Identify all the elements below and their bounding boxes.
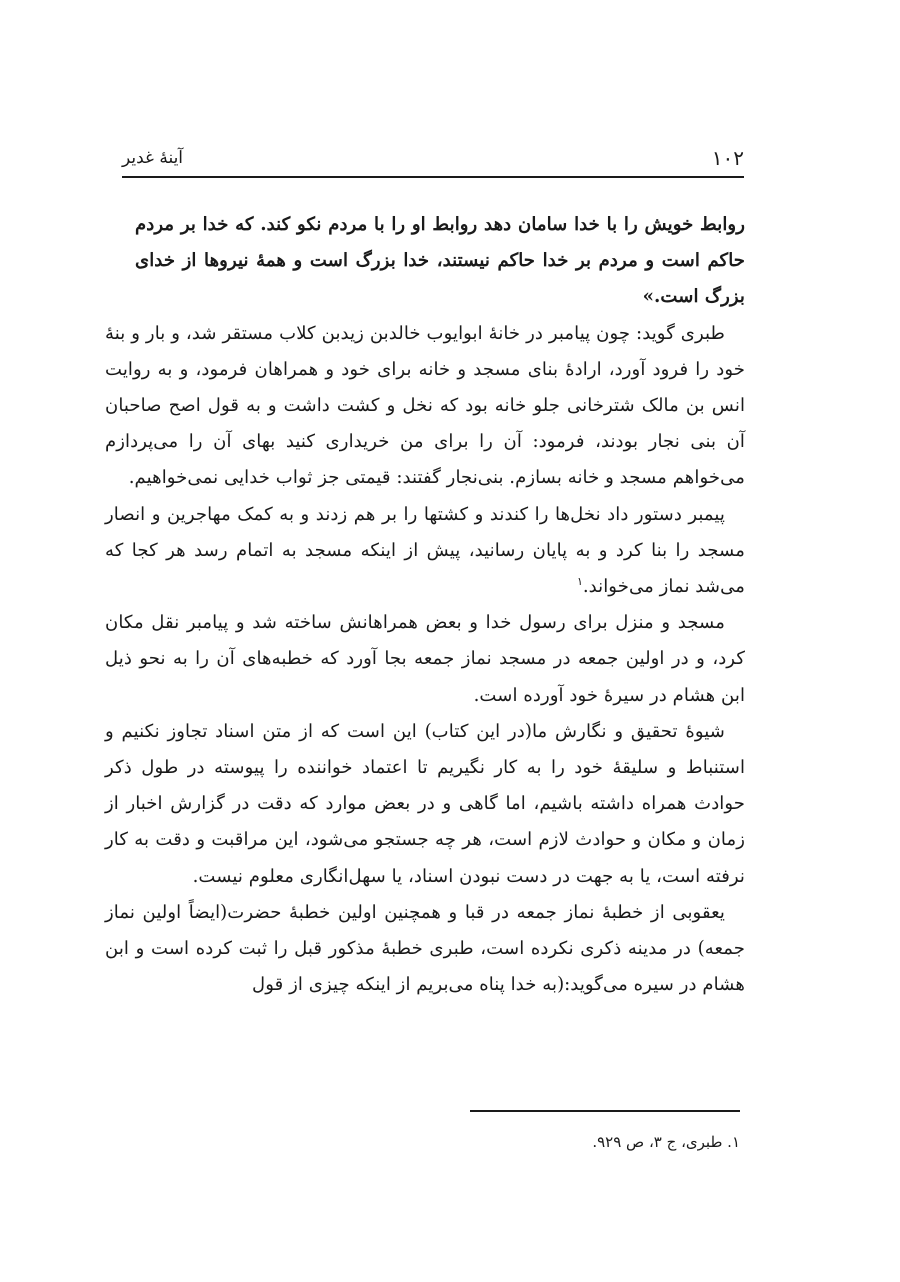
- footnote: ۱. طبری، ج ۳، ص ۹۲۹.: [592, 1133, 740, 1151]
- header-rule: [122, 176, 744, 178]
- footnote-rule: [470, 1110, 740, 1112]
- paragraph-3: مسجد و منزل برای رسول خدا و بعض همراهانش ساخته شد و پیامبر نقل مکان کرد، و در اولین جمعه در مسجد نماز جمعه بجا آورد که خطبه‌های آن را به نحو ذیل ابن هشام در سیرهٔ خود آورده است.: [105, 612, 745, 706]
- paragraph-5: یعقوبی از خطبهٔ نماز جمعه در قبا و همچنین اولین خطبهٔ حضرت(ایضاً اولین نماز جمعه) در مدینه ذکری نکرده است، طبری خطبهٔ مذکور قبل را ثبت کرده است و ابن هشام در سیره می‌گوید:(به خدا پناه می‌بریم از اینکه چیزی از قول: [105, 901, 745, 996]
- page-number: ۱۰۲: [711, 146, 744, 170]
- paragraph-1: طبری گوید: چون پیامبر در خانهٔ ابوایوب خالدبن زیدبن کلاب مستقر شد، و بار و بنهٔ خود را فرود آورد، ارادهٔ بنای مسجد و خانه برای خود و همراهان فرمود، و به روایت انس بن مالک شترخانی جلو خانه بود که نخل و کشت داشت و به قول اصح صاحبان آن بنی نجار بودند، فرمود: آن را برای من خریداری کنید بهای آن را می‌پردازم می‌خواهم مسجد و خانه بسازم. بنی‌نجار گفتند: قیمتی جز ثواب خدایی نمی‌خواهیم.: [105, 322, 745, 489]
- quote-paragraph: روابط خویش را با خدا سامان دهد روابط او را با مردم نکو کند. که خدا بر مردم حاکم است و مردم بر خدا حاکم نیستند، خدا بزرگ است و همهٔ نیروها از خدای بزرگ است.»: [135, 214, 745, 308]
- footnote-reference[interactable]: ۱: [576, 574, 583, 588]
- running-header: [122, 146, 744, 174]
- running-title: آینهٔ غدیر: [122, 148, 184, 168]
- paragraph-2-text: پیمبر دستور داد نخل‌ها را کندند و کشتها را بر هم زدند و به کمک مهاجرین و انصار مسجد را بنا کرد و به پایان رسانید، پیش از اینکه مسجد به اتمام رسد هر کجا که می‌شد نماز می‌خواند.: [105, 503, 745, 598]
- body-text: [105, 207, 745, 1003]
- paragraph-2: [105, 497, 745, 606]
- paragraph-4: شیوهٔ تحقیق و نگارش ما(در این کتاب) این است که از متن اسناد تجاوز نکنیم و استنباط و سلیقهٔ خود را به کار نگیریم تا اعتماد خواننده را پیوسته در طول ذکر حوادث همراه داشته باشیم، اما گاهی و در بعض موارد که دقت در گزارش اخبار از زمان و مکان و حوادث لازم است، هر چه جستجو می‌شود، این مراقبت و دقت به کار نرفته است، یا به جهت در دست نبودن اسناد، یا سهل‌انگاری معلوم نیست.: [105, 720, 745, 887]
